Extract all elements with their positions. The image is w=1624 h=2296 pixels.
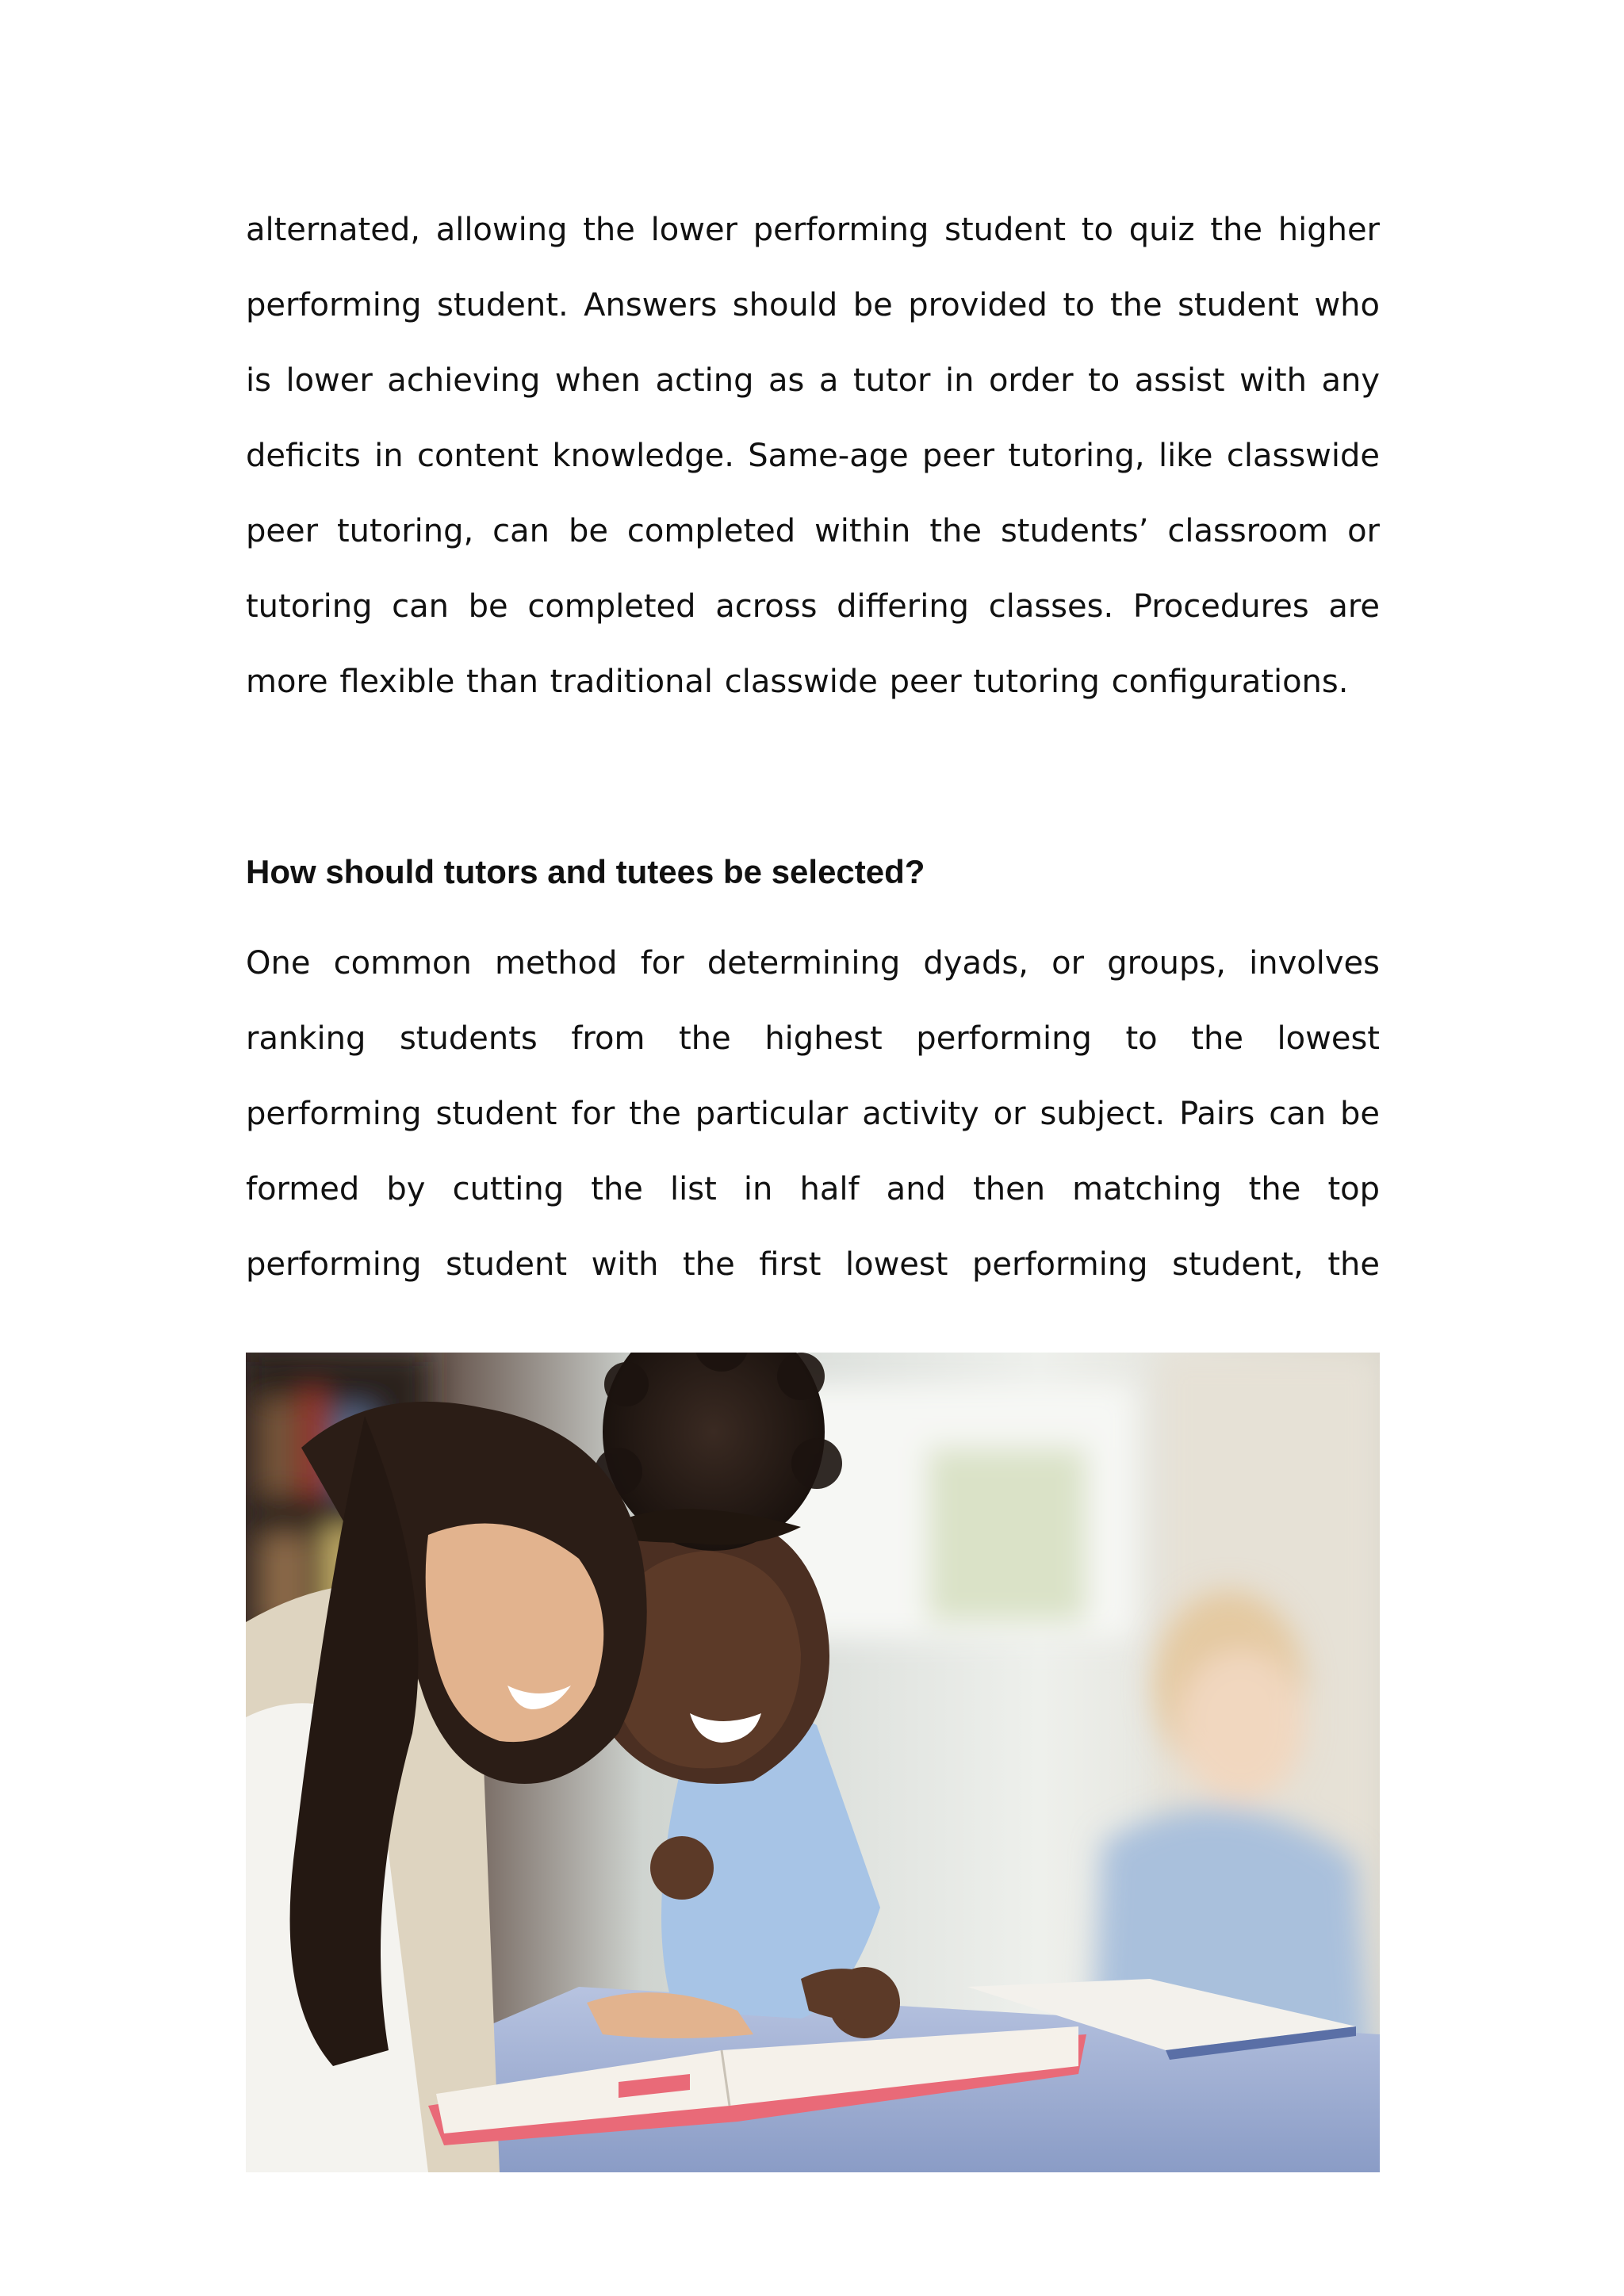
text-line: formed by cutting the list in half and then matching the top: [246, 1171, 1380, 1207]
text-line: tutoring can be completed across differing classes. Procedures are: [246, 588, 1380, 625]
text-line: ranking students from the highest performing to the lowest: [246, 1020, 1380, 1057]
text-line: is lower achieving when acting as a tutor in order to assist with any: [246, 362, 1380, 399]
text-line: performing student. Answers should be provided to the student who: [246, 287, 1380, 323]
page-content: [246, 198, 1380, 1308]
text-line: performing student for the particular activity or subject. Pairs can be: [246, 1096, 1380, 1132]
paragraph-continued: [246, 198, 1380, 725]
text-line: One common method for determining dyads, or groups, involves: [246, 945, 1380, 982]
photo-two-girls-reading-book-icon: [246, 1353, 1380, 2172]
text-line: more flexible than traditional classwide peer tutoring configurations.: [246, 664, 1349, 700]
heading-spacer: [246, 900, 1380, 932]
section-spacer: [246, 725, 1380, 844]
text-line: peer tutoring, can be completed within the students’ classroom or: [246, 513, 1380, 549]
text-line: alternated, allowing the lower performing student to quiz the higher: [246, 212, 1380, 248]
text-line: performing student with the first lowest performing student, the: [246, 1246, 1380, 1283]
text-line: deficits in content knowledge. Same-age peer tutoring, like classwide: [246, 438, 1380, 474]
paragraph-selection-method: [246, 932, 1380, 1308]
section-heading: How should tutors and tutees be selected?: [246, 853, 925, 890]
